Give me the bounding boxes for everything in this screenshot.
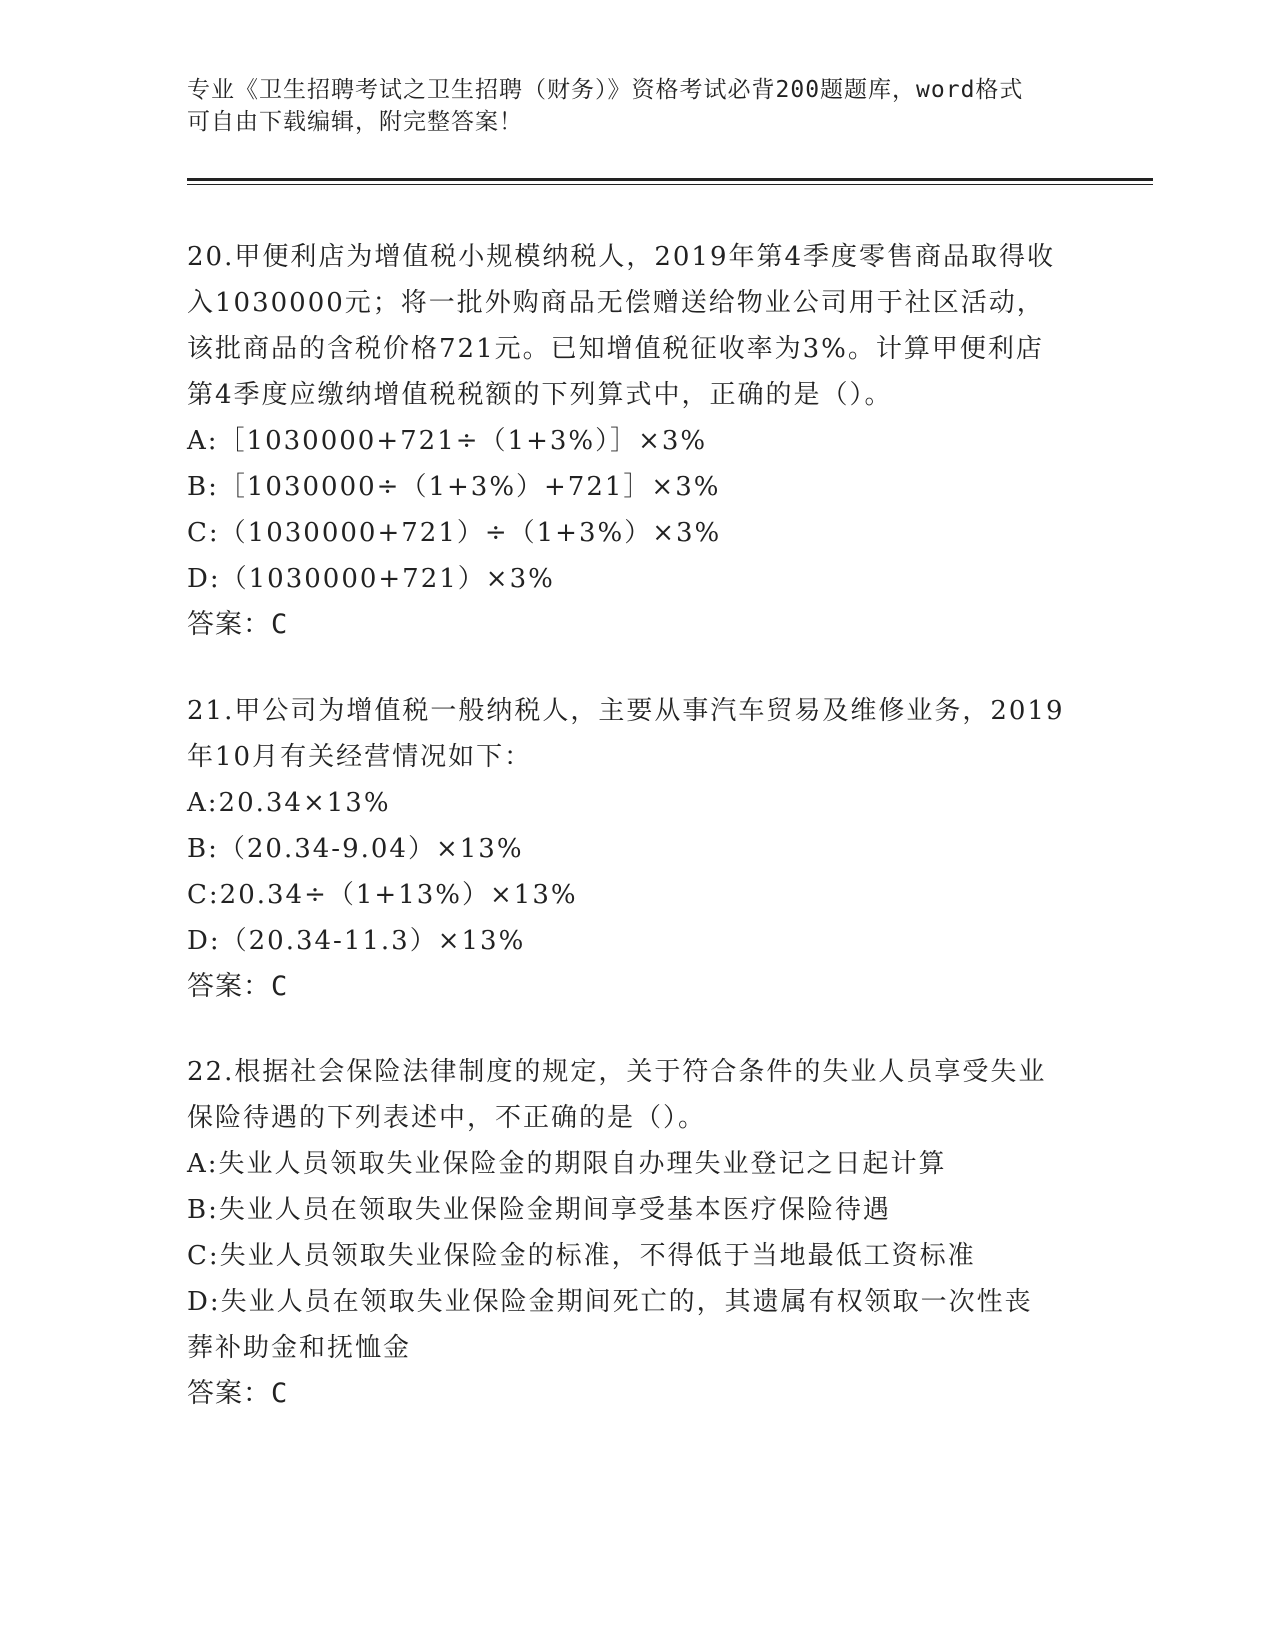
option-a: A:失业人员领取失业保险金的期限自办理失业登记之日起计算 [187, 1149, 947, 1179]
question-stem-line: 入1030000元；将一批外购商品无偿赠送给物业公司用于社区活动， [187, 288, 1045, 318]
option-b: B:失业人员在领取失业保险金期间享受基本医疗保险待遇 [187, 1195, 891, 1225]
question-22 [187, 1049, 1087, 1417]
option-d-continued: 葬补助金和抚恤金 [187, 1333, 412, 1363]
question-stem-line: 该批商品的含税价格721元。已知增值税征收率为3%。计算甲便利店 [187, 334, 1044, 364]
option-b: B:（20.34-9.04）×13% [187, 834, 524, 864]
option-c: C:（1030000+721）÷（1+3%）×3% [187, 518, 722, 548]
header-line-1: 专业《卫生招聘考试之卫生招聘（财务）》资格考试必背200题题库，word格式 [187, 77, 1024, 103]
question-21 [187, 688, 1087, 1010]
answer-line: 答案：C [187, 971, 289, 1002]
option-a: A:［1030000+721÷（1+3%）］×3% [187, 426, 708, 456]
option-a: A:20.34×13% [187, 788, 391, 818]
question-stem-line: 年10月有关经营情况如下： [187, 742, 533, 772]
option-b: B:［1030000÷（1+3%）+721］×3% [187, 472, 721, 502]
question-stem-line: 22.根据社会保险法律制度的规定，关于符合条件的失业人员享受失业 [187, 1057, 1047, 1087]
header-divider-thin [187, 184, 1153, 185]
document-header [187, 74, 1067, 138]
answer-line: 答案：C [187, 609, 289, 640]
question-stem-line: 21.甲公司为增值税一般纳税人，主要从事汽车贸易及维修业务，2019 [187, 696, 1065, 726]
option-d: D:（20.34-11.3）×13% [187, 926, 526, 956]
question-stem-line: 20.甲便利店为增值税小规模纳税人，2019年第4季度零售商品取得收 [187, 242, 1056, 272]
option-d: D:（1030000+721）×3% [187, 564, 555, 594]
question-stem-line: 第4季度应缴纳增值税税额的下列算式中，正确的是（）。 [187, 380, 893, 410]
question-20 [187, 234, 1087, 648]
header-divider-thick [187, 178, 1153, 181]
option-d: D:失业人员在领取失业保险金期间死亡的，其遗属有权领取一次性丧 [187, 1287, 1033, 1317]
option-c: C:20.34÷（1+13%）×13% [187, 880, 578, 910]
answer-line: 答案：C [187, 1378, 289, 1409]
question-stem-line: 保险待遇的下列表述中，不正确的是（）。 [187, 1103, 707, 1133]
header-line-2: 可自由下载编辑，附完整答案！ [187, 109, 523, 135]
option-c: C:失业人员领取失业保险金的标准，不得低于当地最低工资标准 [187, 1241, 976, 1271]
